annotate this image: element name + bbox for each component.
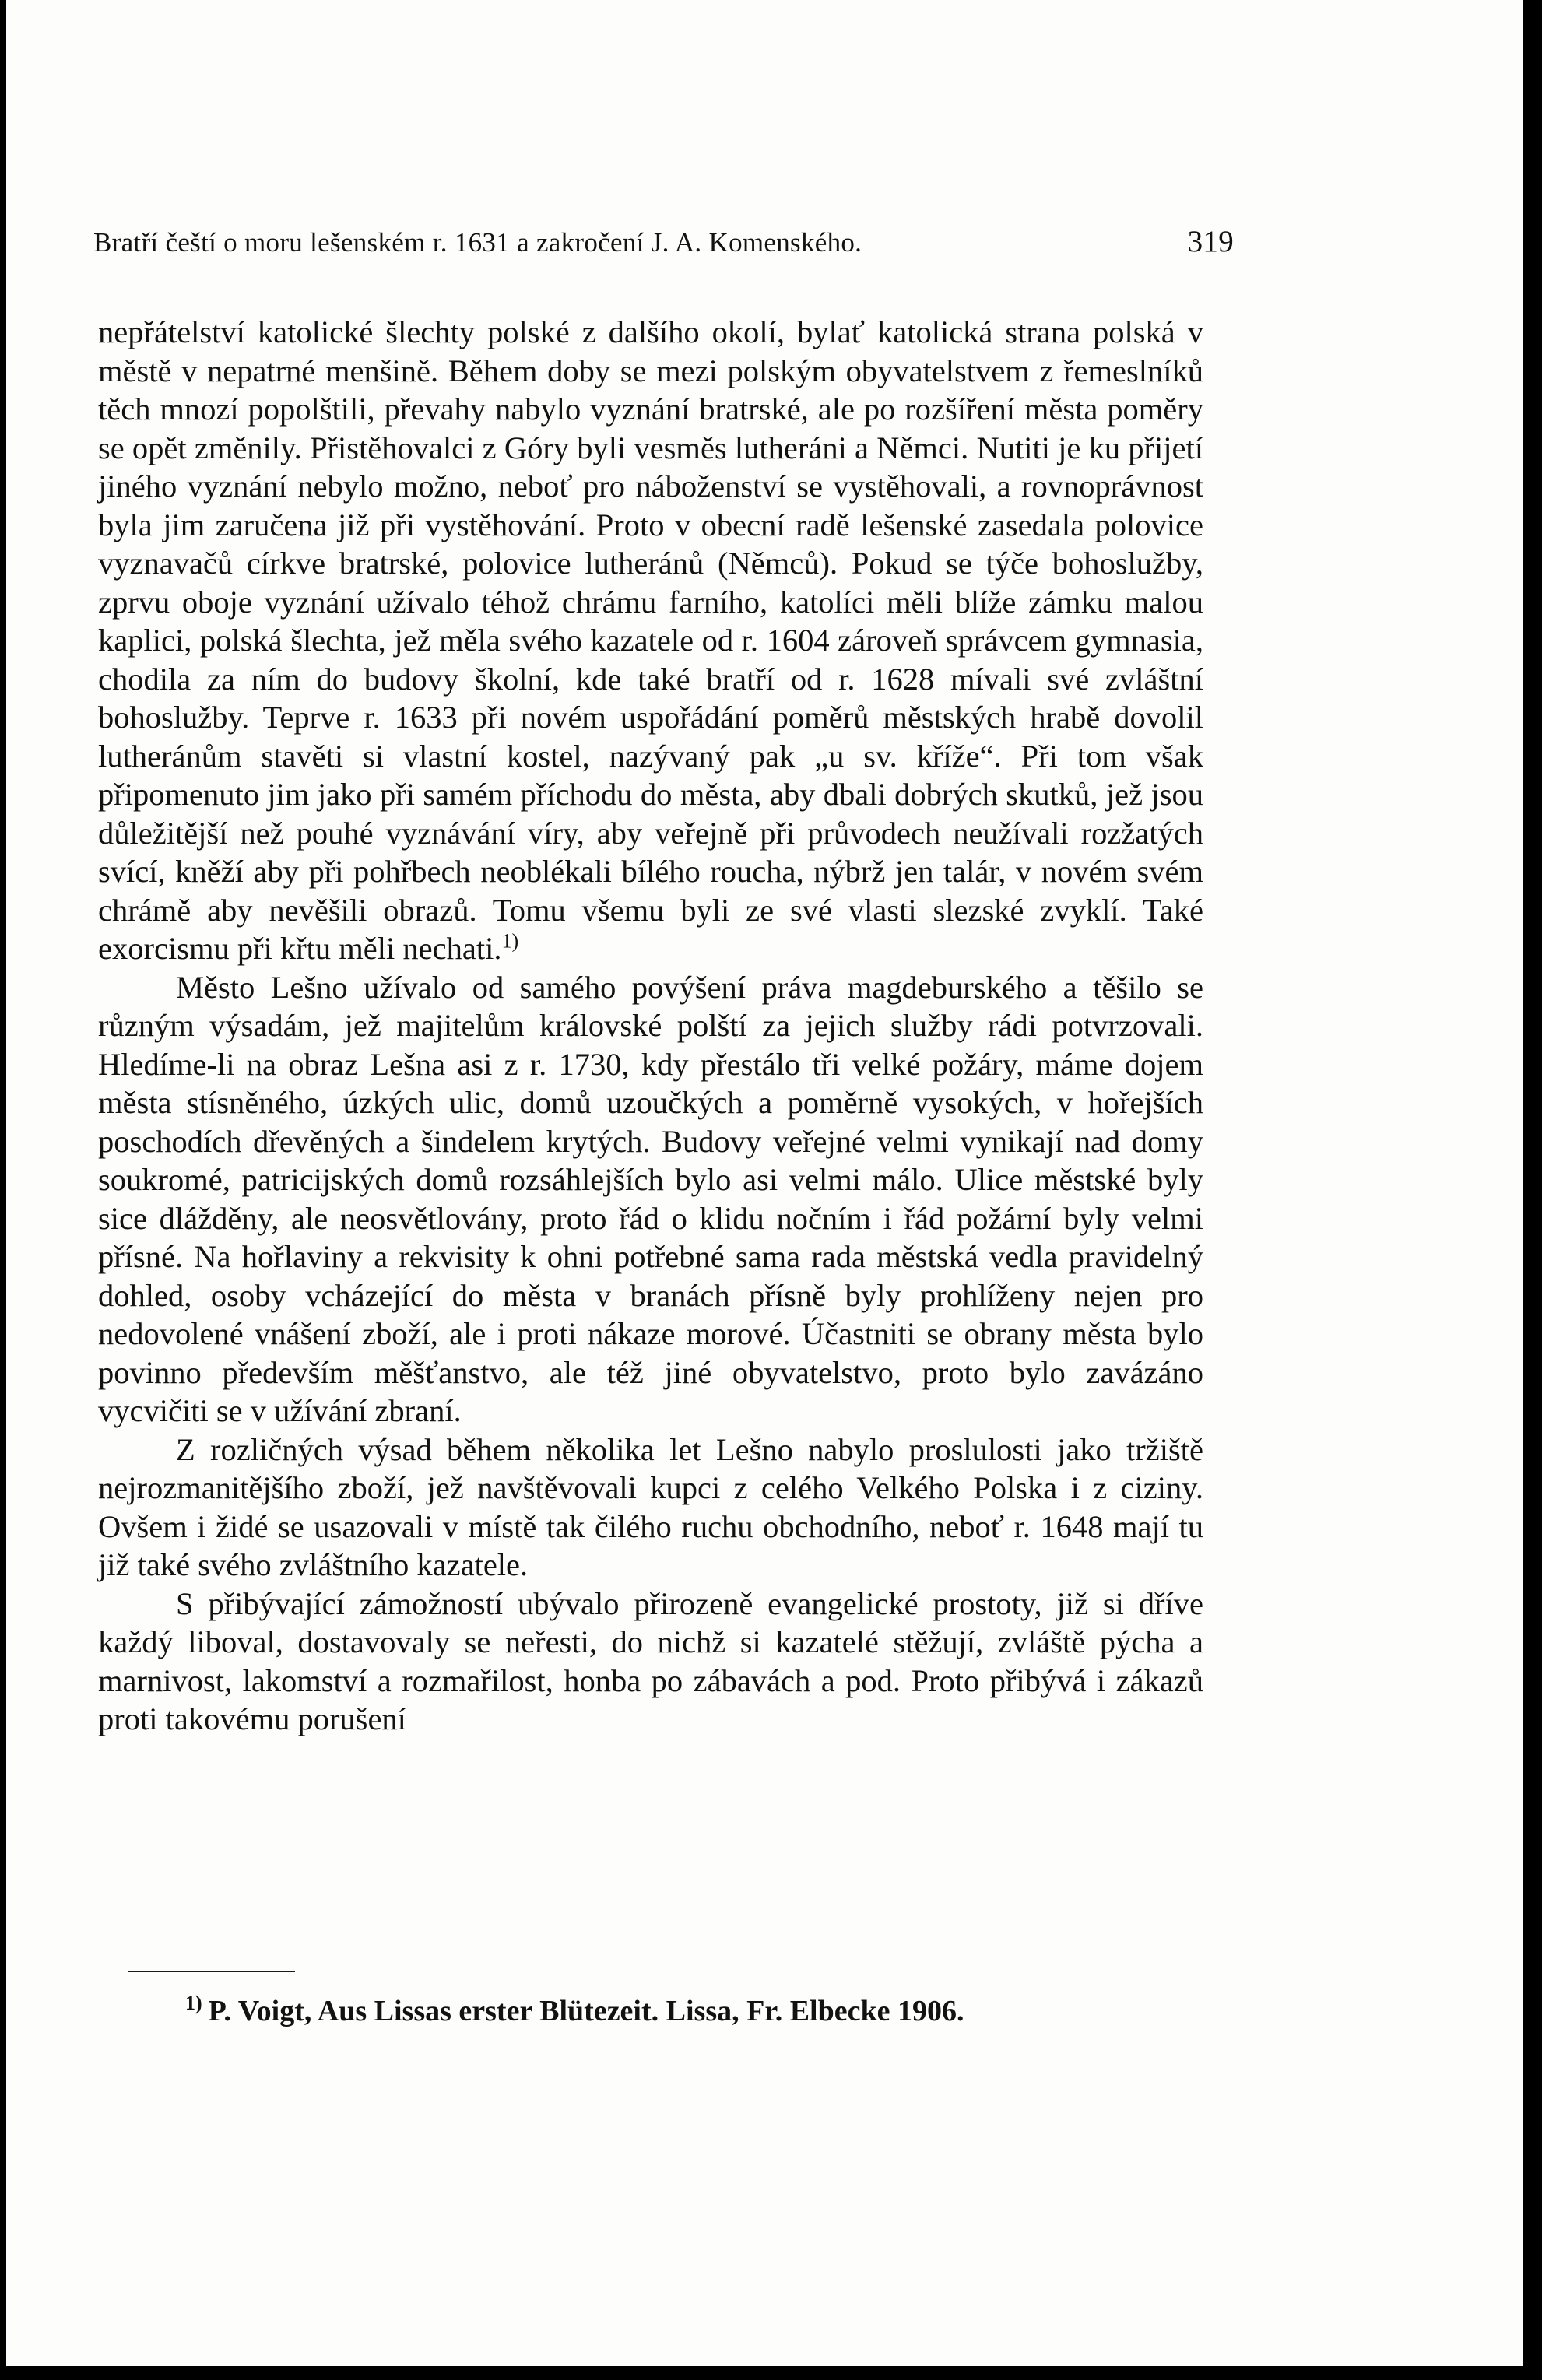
footnote-reference: 1) (501, 929, 519, 953)
paragraph: S přibývající zámožností ubývalo přirozeně evangelické prostoty, již si dříve každý liboval, dostavovaly se neřesti, do nichž si kazatelé stěžují, zvláště pýcha a marnivost, lakomství a rozmařilost, honba po zábavách a pod. Proto přibývá i zákazů proti takovému porušení (98, 1585, 1203, 1736)
running-title: Bratří čeští o moru lešenském r. 1631 a zakročení J. A. Komenského. (93, 227, 862, 258)
paragraph-text: nepřátelství katolické šlechty polské z dalšího okolí, bylať katolická strana polská v městě v nepatrné menšině. Během doby se mezi polským obyvatelstvem z řemeslníků těch mnozí popolštili, převahy nabylo vyznání bratrské, ale po rozšíření města poměry se opět změnily. Přistěhovalci z Góry byli vesměs lutheráni a Němci. Nutiti je ku přijetí jiného vyznání nebylo možno, neboť pro náboženství se vystěhovali, a rovnoprávnost byla jim zaručena již při vystěhování. Proto v obecní radě lešenské zasedala polovice vyznavačů církve bratrské, polovice lutheránů (Němců). Pokud se týče bohoslužby, zprvu oboje vyznání užívalo téhož chrámu farního, katolíci měli blíže zámku malou kaplici, polská šlechta, jež měla svého kazatele od r. 1604 zároveň správcem gymnasia, chodila za ním do budovy školní, kde také bratří od r. 1628 mívali své zvláštní bohoslužby. Teprve r. 1633 při novém uspořádání poměrů městských hrabě dovolil lutheránům stavěti si vlastní kostel, nazývaný pak „u sv. kříže“. Při tom však připomenuto jim jako při samém příchodu do města, aby dbali dobrých skutků, jež jsou důležitější než pouhé vyznávání víry, aby veřejně při průvodech neužívali rozžatých svící, kněží aby při pohřbech neoblékali bílého roucha, nýbrž jen talár, v novém svém chrámě aby nevěšili obrazů. Tomu všemu byli ze své vlasti slezské zvyklí. Také exorcismu při křtu měli nechati. (98, 314, 1203, 966)
footnote (185, 1992, 1197, 2030)
running-header (93, 224, 1234, 259)
document-page (6, 0, 1523, 2366)
footnote-divider (128, 1971, 295, 1972)
paragraph: Z rozličných výsad během několika let Lešno nabylo proslulosti jako tržiště nejrozmanitějšího zboží, jež navštěvovali kupci z celého Velkého Polska i z ciziny. Ovšem i židé se usazovali v místě tak čilého ruchu obchodního, neboť r. 1648 mají tu již také svého zvláštního kazatele. (98, 1431, 1203, 1582)
body-text (98, 313, 1203, 1739)
page-number: 319 (1187, 225, 1234, 258)
paragraph: Město Lešno užívalo od samého povýšení práva magdeburského a těšilo se různým výsadám, jež majitelům královské polští za jejich služby rádi potvrzovali. Hledíme-li na obraz Lešna asi z r. 1730, kdy přestálo tři velké požáry, máme dojem města stísněného, úzkých ulic, domů uzoučkých a poměrně vysokých, v hořejších poschodích dřevěných a šindelem krytých. Budovy veřejné velmi vynikají nad domy soukromé, patricijských domů rozsáhlejších bylo asi velmi málo. Ulice městské byly sice dlážděny, ale neosvětlovány, proto řád o klidu nočním i řád požární byly velmi přísné. Na hořlaviny a rekvisity k ohni potřebné sama rada městská vedla pravidelný dohled, osoby vcházející do města v branách přísně byly prohlíženy nejen pro nedovolené vnášení zboží, ale i proti nákaze morové. Účastniti se obrany města bylo povinno především měšťanstvo, ale též jiné obyvatelstvo, proto bylo zavázáno vycvičiti se v užívání zbraní. (98, 969, 1203, 1428)
footnote-marker: 1) (185, 1992, 202, 2015)
footnote-text: P. Voigt, Aus Lissas erster Blütezeit. Lissa, Fr. Elbecke 1906. (208, 1995, 964, 2027)
paragraph (98, 313, 1203, 968)
